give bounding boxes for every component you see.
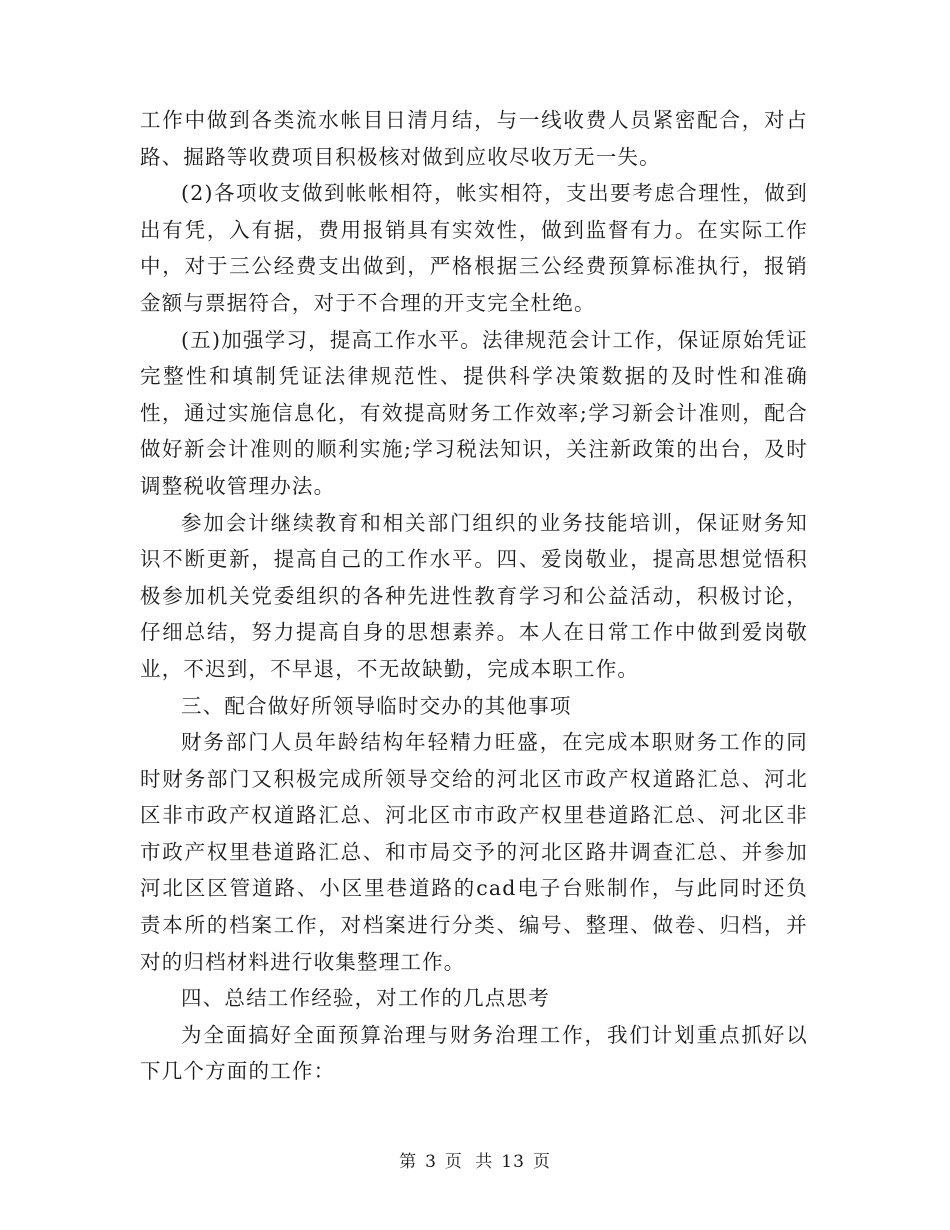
footer-current-page: 3 bbox=[425, 1152, 437, 1172]
paragraph-finance-department: 财务部门人员年龄结构年轻精力旺盛，在完成本职财务工作的同时财务部门又积极完成所领导交给的河北区市政产权道路汇总、河北区非市政产权道路汇总、河北区市市政产权里巷道路汇总、河北区非市政产权里巷道路汇总、和市局交予的河北区路井调查汇总、并参加河北区区管道路、小区里巷道路的cad电子台账制作，与此同时还负责本所的档案工作，对档案进行分类、编号、整理、做卷、归档，并对的归档材料进行收集整理工作。 bbox=[140, 730, 808, 974]
footer-prefix: 第 bbox=[399, 1152, 418, 1172]
page-footer bbox=[0, 1150, 950, 1174]
paragraph-continuation: 工作中做到各类流水帐目日清月结，与一线收费人员紧密配合，对占路、掘路等收费项目积极核对做到应收尽收万无一失。 bbox=[140, 108, 808, 169]
paragraph-plan: 为全面搞好全面预算治理与财务治理工作，我们计划重点抓好以下几个方面的工作： bbox=[140, 1022, 808, 1084]
document-body bbox=[140, 102, 808, 1090]
paragraph-training: 参加会计继续教育和相关部门组织的业务技能培训，保证财务知识不断更新，提高自己的工作水平。四、爱岗敬业，提高思想觉悟积极参加机关党委组织的各种先进性教育学习和公益活动，积极讨论，仔细总结，努力提高自身的思想素养。本人在日常工作中做到爱岗敬业，不迟到，不早退，不无故缺勤，完成本职工作。 bbox=[140, 510, 808, 681]
section-heading-four: 四、总结工作经验，对工作的几点思考 bbox=[181, 986, 550, 1011]
footer-total-pages: 13 bbox=[501, 1152, 525, 1172]
footer-suffix: 页 bbox=[532, 1152, 551, 1172]
footer-middle: 页 共 bbox=[444, 1152, 494, 1172]
paragraph-strengthen-learning: (五)加强学习，提高工作水平。法律规范会计工作，保证原始凭证完整性和填制凭证法律规范性、提供科学决策数据的及时性和准确性，通过实施信息化，有效提高财务工作效率;学习新会计准则，配合做好新会计准则的顺利实施;学习税法知识，关注新政策的出台，及时调整税收管理办法。 bbox=[140, 327, 808, 498]
section-heading-three: 三、配合做好所领导临时交办的其他事项 bbox=[181, 693, 572, 718]
paragraph-income-expense: (2)各项收支做到帐帐相符，帐实相符，支出要考虑合理性，做到出有凭，入有据，费用报销具有实效性，做到监督有力。在实际工作中，对于三公经费支出做到，严格根据三公经费预算标准执行，报销金额与票据符合，对于不合理的开支完全杜绝。 bbox=[140, 181, 808, 315]
